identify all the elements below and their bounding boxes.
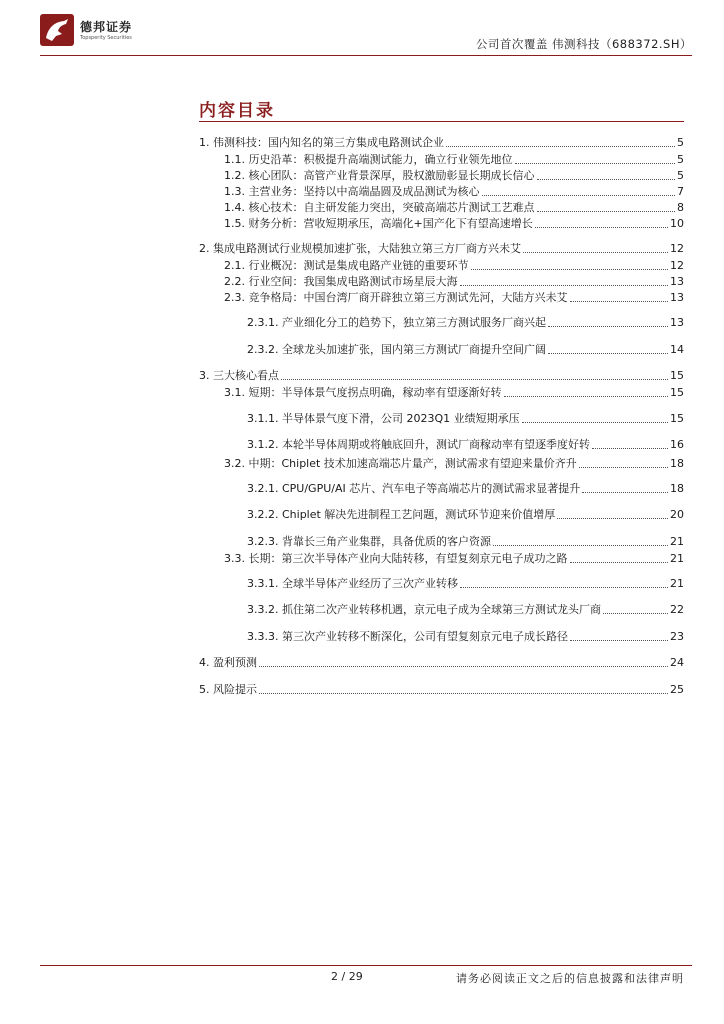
toc-entry[interactable] [247,630,684,644]
toc-leader [548,326,668,327]
logo-mark-icon [40,14,74,46]
toc-entry-label: 1.4. 核心技术：自主研发能力突出，突破高端芯片测试工艺难点 [224,201,535,214]
toc-leader [603,613,668,614]
toc-leader [259,693,668,694]
toc-leader [259,666,668,667]
toc-title-divider [199,121,684,122]
toc-entry-label: 3.3. 长期：第三次半导体产业向大陆转移，有望复刻京元电子成功之路 [224,552,568,565]
toc-entry-page: 22 [670,603,684,616]
toc-entry-label: 2.2. 行业空间：我国集成电路测试市场星辰大海 [224,275,458,288]
toc-entry-page: 12 [670,259,684,272]
page-header [40,14,692,56]
toc-entry[interactable] [247,535,684,549]
toc-entry-label: 2.3.2. 全球龙头加速扩张，国内第三方测试厂商提升空间广阔 [247,343,546,356]
toc-leader [579,467,668,468]
toc-entry-page: 16 [670,438,684,451]
toc-leader [592,448,668,449]
toc-leader [535,227,668,228]
toc-entry[interactable] [247,508,684,522]
report-type-and-stock: 公司首次覆盖 伟测科技（688372.SH） [475,37,692,51]
toc-entry[interactable] [247,316,684,330]
toc-leader [281,379,668,380]
toc-entry[interactable] [247,438,684,452]
toc-entry-page: 15 [670,369,684,382]
toc-leader [557,518,668,519]
toc-entry-page: 8 [677,201,684,214]
toc-leader [582,492,668,493]
toc-entry[interactable] [199,683,684,697]
company-logo [40,14,160,46]
toc-leader [523,252,668,253]
toc-entry[interactable] [247,603,684,617]
toc-entry-page: 18 [670,482,684,495]
toc-entry-page: 7 [677,185,684,198]
toc-entry-page: 13 [670,291,684,304]
toc-entry[interactable] [247,412,684,426]
toc-leader [537,211,676,212]
logo-text-en: Topsperity Securities [80,35,132,41]
toc-leader [515,163,676,164]
toc-entry-label: 5. 风险提示 [199,683,257,696]
legal-disclaimer: 请务必阅读正文之后的信息披露和法律声明 [456,972,684,985]
toc-leader [570,301,669,302]
toc-entry[interactable] [224,457,684,471]
toc-leader [522,422,668,423]
toc-entry[interactable] [224,169,684,183]
toc-leader [548,353,668,354]
toc-entry-label: 3.1.2. 本轮半导体周期或将触底回升，测试厂商稼动率有望逐季度好转 [247,438,590,451]
toc-entry-page: 23 [670,630,684,643]
toc-entry[interactable] [247,577,684,591]
toc-entry[interactable] [247,482,684,496]
toc-entry[interactable] [199,656,684,670]
toc-entry-label: 3.2.2. Chiplet 解决先进制程工艺问题，测试环节迎来价值增厚 [247,508,556,521]
toc-entry-page: 15 [670,412,684,425]
toc-entry-page: 21 [670,552,684,565]
toc-entry[interactable] [224,259,684,273]
toc-entry-label: 1.2. 核心团队：高管产业背景深厚，股权激励彰显长期成长信心 [224,169,535,182]
toc-leader [570,640,668,641]
toc-title: 内容目录 [199,101,275,121]
toc-entry-label: 3. 三大核心看点 [199,369,279,382]
toc-entry-label: 2.3.1. 产业细化分工的趋势下，独立第三方测试服务厂商兴起 [247,316,546,329]
toc-entry-label: 2.3. 竞争格局：中国台湾厂商开辟独立第三方测试先河，大陆方兴未艾 [224,291,568,304]
toc-entry-label: 2.1. 行业概况：测试是集成电路产业链的重要环节 [224,259,469,272]
toc-entry-label: 1.1. 历史沿革：积极提升高端测试能力，确立行业领先地位 [224,153,513,166]
toc-entry[interactable] [224,185,684,199]
toc-entry[interactable] [199,369,684,383]
toc-leader [460,587,668,588]
toc-entry-label: 2. 集成电路测试行业规模加速扩张，大陆独立第三方厂商方兴未艾 [199,242,521,255]
toc-entry-page: 18 [670,457,684,470]
toc-leader [460,285,669,286]
page-number: 2 / 29 [331,970,363,983]
toc-entry-page: 13 [670,275,684,288]
toc-leader [482,195,676,196]
toc-entry-page: 21 [670,577,684,590]
toc-entry-page: 10 [670,217,684,230]
toc-entry-label: 1.5. 财务分析：营收短期承压，高端化+国产化下有望高速增长 [224,217,533,230]
toc-entry-page: 15 [670,386,684,399]
toc-leader [504,396,669,397]
toc-entry-label: 3.1. 短期：半导体景气度拐点明确，稼动率有望逐渐好转 [224,386,502,399]
toc-entry-label: 3.3.1. 全球半导体产业经历了三次产业转移 [247,577,458,590]
toc-entry-label: 3.2.3. 背靠长三角产业集群，具备优质的客户资源 [247,535,491,548]
toc-entry-page: 14 [670,343,684,356]
toc-entry-label: 1.3. 主营业务：坚持以中高端晶圆及成品测试为核心 [224,185,480,198]
toc-entry[interactable] [224,552,684,566]
toc-leader [446,146,675,147]
toc-entry[interactable] [224,275,684,289]
toc-entry-label: 1. 伟测科技：国内知名的第三方集成电路测试企业 [199,136,444,149]
toc-entry[interactable] [224,153,684,167]
toc-entry-label: 3.3.2. 抓住第二次产业转移机遇，京元电子成为全球第三方测试龙头厂商 [247,603,601,616]
toc-entry[interactable] [224,386,684,400]
toc-entry[interactable] [224,201,684,215]
footer-divider [40,965,692,966]
toc-entry-page: 20 [670,508,684,521]
toc-entry-page: 5 [677,153,684,166]
toc-entry-page: 5 [677,169,684,182]
header-divider [40,55,692,56]
toc-entry-page: 24 [670,656,684,669]
toc-entry[interactable] [199,242,684,256]
toc-entry-label: 3.1.1. 半导体景气度下滑，公司 2023Q1 业绩短期承压 [247,412,520,425]
toc-entry[interactable] [224,217,684,231]
toc-leader [471,269,669,270]
toc-entry-page: 5 [677,136,684,149]
toc-entry-page: 12 [670,242,684,255]
toc-entry-page: 25 [670,683,684,696]
toc-entry[interactable] [199,136,684,150]
toc-entry[interactable] [247,343,684,357]
toc-entry-label: 3.2.1. CPU/GPU/AI 芯片、汽车电子等高端芯片的测试需求显著提升 [247,482,581,495]
toc-entry-page: 21 [670,535,684,548]
toc-entry-label: 4. 盈利预测 [199,656,257,669]
toc-entry-label: 3.3.3. 第三次产业转移不断深化，公司有望复刻京元电子成长路径 [247,630,568,643]
toc-entry-page: 13 [670,316,684,329]
toc-entry[interactable] [224,291,684,305]
toc-leader [493,545,668,546]
toc-leader [537,179,676,180]
toc-leader [570,562,669,563]
toc-entry-label: 3.2. 中期：Chiplet 技术加速高端芯片量产，测试需求有望迎来量价齐升 [224,457,577,470]
logo-text-cn: 德邦证券 [80,20,133,34]
